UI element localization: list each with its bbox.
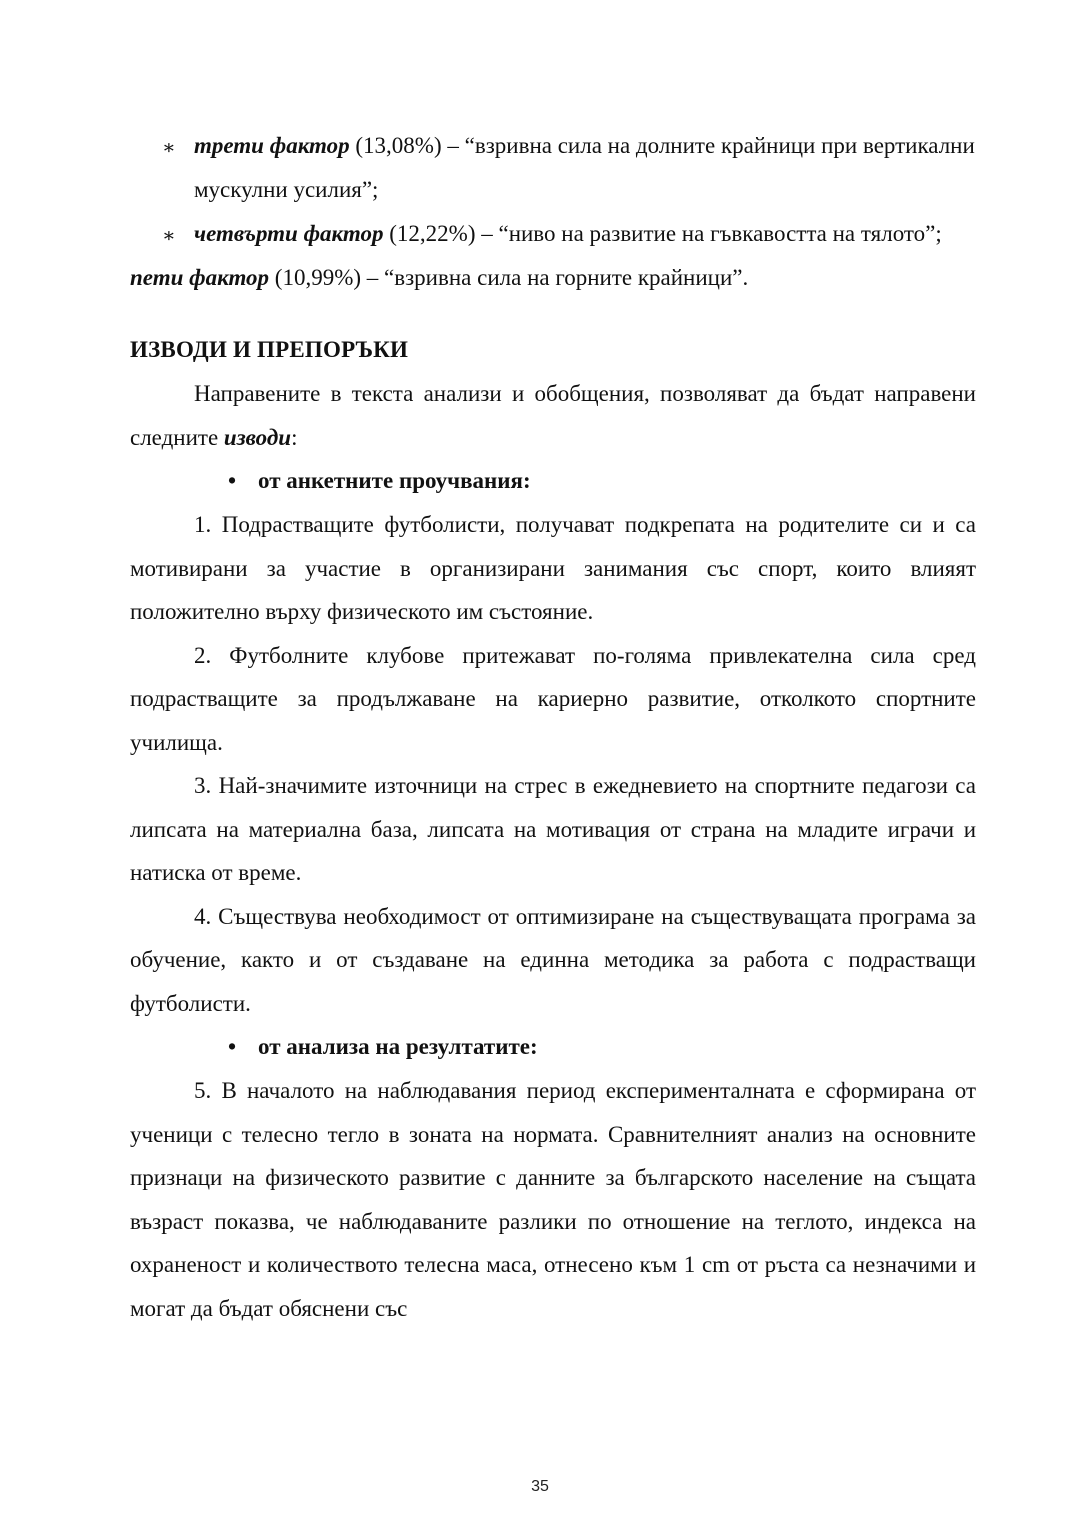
- intro-paragraph: [130, 372, 976, 459]
- factor-item-5: [130, 256, 976, 300]
- factor-percent: (12,22%): [389, 221, 476, 246]
- group-heading-text: от анкетните проучвания:: [258, 468, 531, 493]
- factor-term: четвърти фактор: [194, 221, 384, 246]
- conclusion-item: 3. Най-значимите източници на стрес в ежедневието на спортните педагози са липсата на материална база, липсата на мотивация от страна на младите играчи и натиска от време.: [130, 773, 976, 885]
- conclusion-item: 4. Съществува необходимост от оптимизиране на съществуващата програма за обучение, както и от създаване на единна методика за работа с подрастващи футболисти.: [130, 903, 976, 1016]
- asterisk-bullet-icon: ∗: [162, 137, 176, 159]
- factor-term: пети фактор: [130, 265, 270, 290]
- factor-term: трети фактор: [194, 133, 350, 158]
- group-heading-text: от анализа на резултатите:: [258, 1034, 538, 1059]
- group-heading-results: [130, 1025, 976, 1069]
- conclusion-item: 5. В началото на наблюдавания период експерименталната е сформирана от ученици с телесно тегло в зоната на нормата. Сравнителният анализ на основните признаци на физическото развитие с данните за българското население на същата възраст показва, че наблюдаваните разлики по отношение на теглото, индекса на охраненост и количеството телесна маса, отнесено към 1 cm от ръста са незначими и могат да бъдат обяснени със: [130, 1078, 976, 1321]
- factor-percent: (10,99%): [274, 265, 362, 290]
- factor-item-3: [130, 124, 976, 212]
- intro-colon: :: [291, 424, 298, 450]
- page-content: [130, 124, 976, 1330]
- factor-item-4: [130, 212, 976, 256]
- intro-emphasis: изводи: [223, 424, 292, 450]
- factor-description: – “ниво на развитие на гъвкавостта на тялото”;: [481, 221, 942, 246]
- section-heading: ИЗВОДИ И ПРЕПОРЪКИ: [130, 337, 409, 362]
- factor-percent: (13,08%): [355, 133, 442, 158]
- factor-description: – “взривна сила на горните крайници”.: [366, 265, 749, 290]
- conclusion-item: 2. Футболните клубове притежават по-голяма привлекателна сила сред подрастващите за продължаване на кариерно развитие, отколкото спортните училища.: [130, 642, 976, 755]
- conclusion-item: 1. Подрастващите футболисти, получават подкрепата на родителите си и са мотивирани за участие в организирани занимания със спорт, които влияят положително върху физическото им състояние.: [130, 512, 976, 624]
- page-number: 35: [531, 1478, 549, 1495]
- intro-text: Направените в текста анализи и обобщения, позволяват да бъдат направени следните: [130, 381, 976, 450]
- bullet-dot-icon: •: [228, 468, 237, 493]
- factor-description: – “взривна сила на долните крайници при вертикални мускулни усилия”;: [194, 133, 975, 202]
- asterisk-bullet-icon: ∗: [162, 225, 176, 247]
- group-heading-surveys: [130, 459, 976, 503]
- bullet-dot-icon: •: [228, 1034, 237, 1059]
